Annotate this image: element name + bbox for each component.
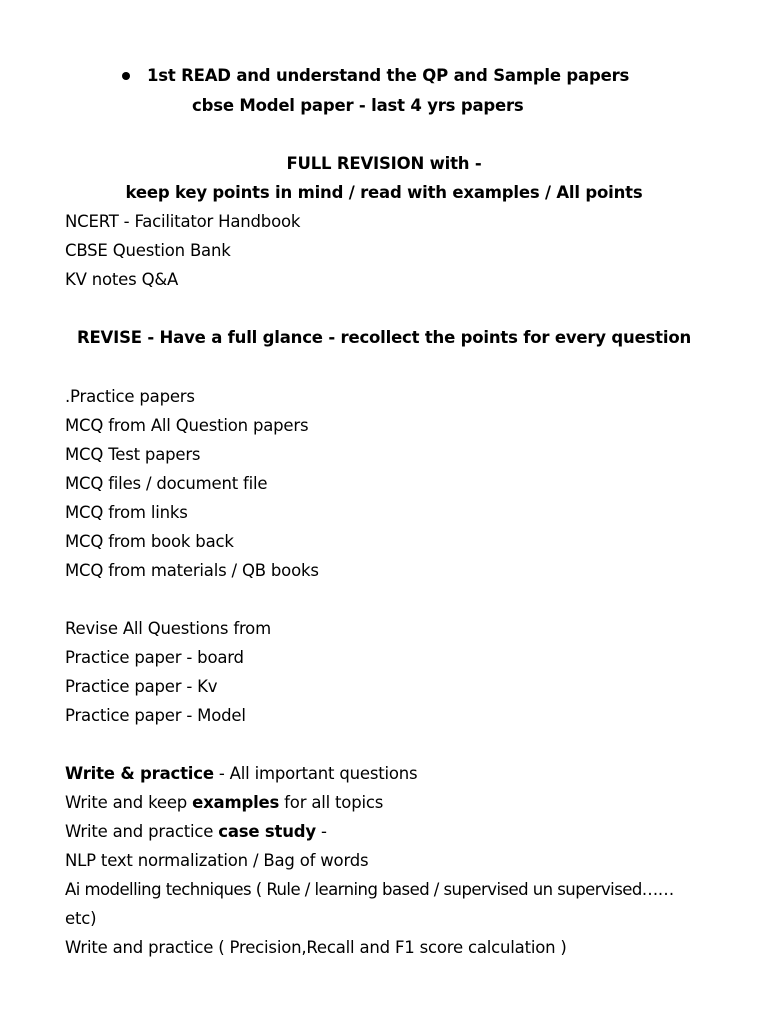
- write-line-4: NLP text normalization / Bag of words: [65, 851, 369, 870]
- write-line-5-continued: etc): [65, 909, 97, 928]
- intro-sub: cbse Model paper - last 4 yrs papers: [192, 96, 524, 115]
- write-line-1: [65, 763, 417, 785]
- full-revision-heading: FULL REVISION with -: [286, 154, 482, 173]
- list-item: Practice paper - Model: [65, 706, 246, 725]
- plain-text: Write and practice: [65, 822, 219, 841]
- list-item: MCQ files / document file: [65, 474, 268, 493]
- plain-text: Write and keep: [65, 793, 193, 812]
- list-item: .Practice papers: [65, 387, 195, 406]
- bold-text: examples: [192, 793, 280, 812]
- write-line-3: [65, 821, 327, 843]
- write-line-2: [65, 792, 383, 814]
- plain-text: -: [315, 822, 327, 841]
- list-item: MCQ from book back: [65, 532, 234, 551]
- write-line-5: Ai modelling techniques ( Rule / learning based / supervised un supervised……: [65, 880, 674, 899]
- bold-text: case study: [218, 822, 316, 841]
- list-item: Practice paper - Kv: [65, 677, 218, 696]
- plain-text: for all topics: [279, 793, 384, 812]
- bullet-icon: [122, 72, 130, 80]
- list-item: Revise All Questions from: [65, 619, 271, 638]
- list-item: CBSE Question Bank: [65, 241, 231, 260]
- list-item: MCQ Test papers: [65, 445, 201, 464]
- list-item: MCQ from All Question papers: [65, 416, 309, 435]
- list-item: MCQ from materials / QB books: [65, 561, 319, 580]
- list-item: MCQ from links: [65, 503, 188, 522]
- list-item: KV notes Q&A: [65, 270, 179, 289]
- revise-heading: REVISE - Have a full glance - recollect the points for every question: [76, 328, 692, 347]
- list-item: Practice paper - board: [65, 648, 244, 667]
- intro-bullet: 1st READ and understand the QP and Sample papers: [147, 66, 630, 85]
- list-item: NCERT - Facilitator Handbook: [65, 212, 301, 231]
- write-line-6: Write and practice ( Precision,Recall and F1 score calculation ): [65, 938, 567, 957]
- plain-text: - All important questions: [213, 764, 418, 783]
- bold-text: Write & practice: [65, 764, 214, 783]
- full-revision-subheading: keep key points in mind / read with examples / All points: [125, 183, 643, 202]
